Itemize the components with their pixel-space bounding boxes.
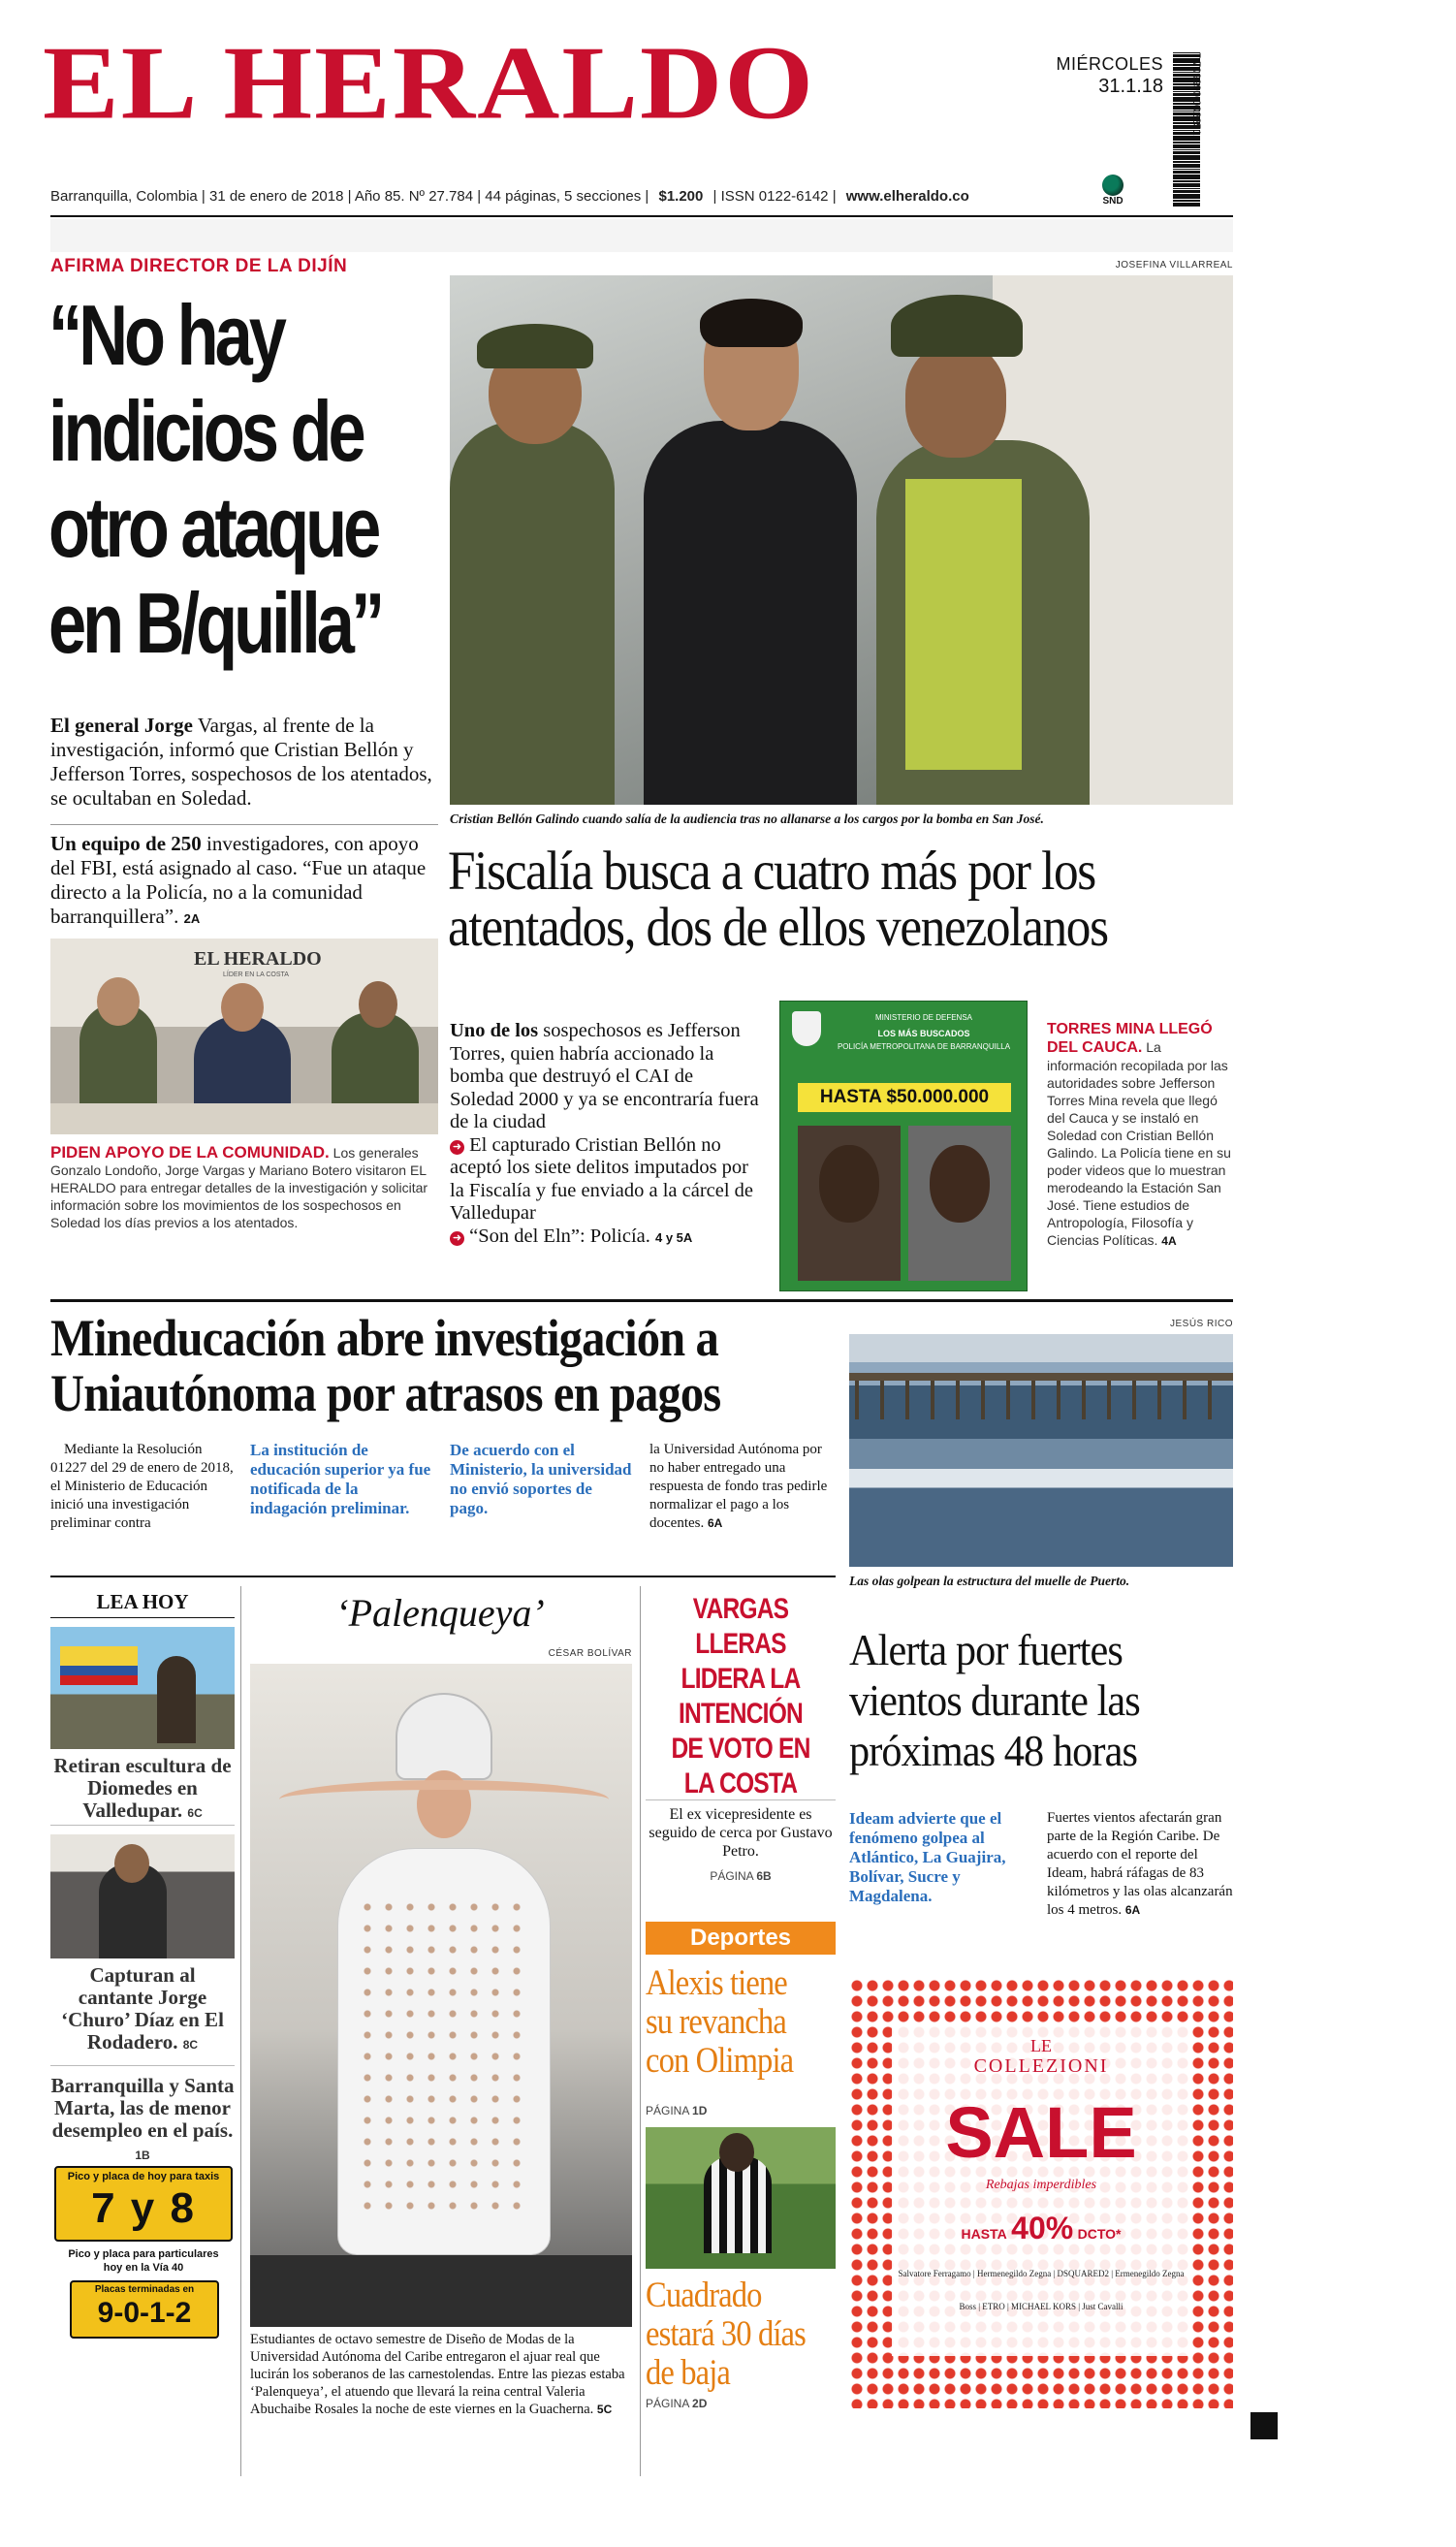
generals-caption xyxy=(50,1144,438,1231)
bullet-item[interactable] xyxy=(450,1226,762,1250)
page-label: PÁGINA xyxy=(710,1869,753,1883)
waves-caption: Las olas golpean la estructura del muelle de Puerto. xyxy=(849,1574,1130,1588)
page-ref: 1B xyxy=(135,2149,150,2162)
section-rule xyxy=(50,1576,836,1577)
generals-photo xyxy=(50,939,438,1134)
page-ref: 6C xyxy=(187,1806,203,1820)
pier-post xyxy=(931,1381,934,1419)
person-figure xyxy=(221,983,264,1032)
pier-post xyxy=(1107,1381,1111,1419)
pier xyxy=(849,1373,1233,1381)
lead-headline-line: en B/quilla” xyxy=(48,575,382,671)
officer-right-cap xyxy=(891,295,1023,357)
pier-post xyxy=(956,1381,960,1419)
edu-col3: De acuerdo con el Ministerio, la universidad no envió soportes de pago. xyxy=(450,1441,632,1517)
vargas-headline[interactable]: VARGAS LLERAS LIDERA LA INTENCIÓN DE VOTO EN LA COSTA xyxy=(671,1593,810,1799)
lead-para2 xyxy=(50,832,438,931)
leahoy-divider xyxy=(50,1825,235,1826)
page-ref[interactable]: 2A xyxy=(183,911,201,926)
pier-post xyxy=(855,1381,859,1419)
sidebar-text: La información recopilada por las autoridades sobre Jefferson Torres Mina revela que llegó del Cauca y se instaló en Soledad con Cristian Bellón Galindo. La Policía tiene en su poder videos que lo muestran merodeando la Estación San José. Tiene estudios de Antropología, Filosofía y Ciencias Políticas. xyxy=(1047,1039,1231,1248)
officer-right-vest xyxy=(905,479,1022,770)
pico-title: Pico y placa de hoy para taxis xyxy=(67,2171,220,2182)
dateline xyxy=(50,188,1097,205)
police-shield-icon xyxy=(792,1011,821,1046)
leahoy-item-text: Capturan al cantante Jorge ‘Churo’ Díaz en El Rodadero. xyxy=(61,1963,224,2054)
lead-headline2[interactable]: Fiscalía busca a cuatro más por los atentados, dos de ellos venezolanos xyxy=(448,841,1108,958)
statue xyxy=(157,1656,196,1743)
column-rule xyxy=(240,1586,241,2476)
sidebar-title: TORRES MINA LLEGÓ DEL CAUCA. xyxy=(1047,1021,1213,1056)
lead-headline[interactable] xyxy=(48,287,382,671)
suspect-photo xyxy=(908,1126,1011,1281)
lead-photo-credit: JOSEFINA VILLARREAL xyxy=(1115,260,1233,271)
snd-label: SND xyxy=(1102,196,1124,207)
lead-headline-line: indicios de xyxy=(48,383,363,479)
placas-box xyxy=(70,2280,219,2339)
poster-line: POLICÍA METROPOLITANA DE BARRANQUILLA xyxy=(837,1042,1011,1051)
page-ref[interactable]: 4A xyxy=(1161,1234,1177,1248)
officer-right-head xyxy=(905,343,1006,458)
snd-icon xyxy=(1102,175,1124,196)
sale-ad[interactable] xyxy=(849,1978,1233,2408)
ad-brands-row-2: Boss | ETRO | MICHAEL KORS | Just Cavalli xyxy=(959,2302,1124,2311)
edu-headline[interactable] xyxy=(50,1311,775,1421)
fiscalia-story xyxy=(450,1020,762,1249)
lead-para1-lead: El general Jorge xyxy=(50,714,193,737)
placas-title: Placas terminadas en xyxy=(94,2284,195,2295)
section-rule xyxy=(50,1299,1233,1302)
story-lead: Uno de los xyxy=(450,1020,539,1041)
ad-dcto: DCTO* xyxy=(1077,2226,1122,2242)
pier-post xyxy=(1132,1381,1136,1419)
photo-sign-sub: LÍDER EN LA COSTA xyxy=(223,971,289,978)
masthead-day: MIÉRCOLES xyxy=(1056,54,1163,74)
person-figure xyxy=(359,981,397,1028)
singer-head xyxy=(114,1844,149,1883)
wanted-poster xyxy=(779,1001,1028,1291)
page-label: PÁGINA xyxy=(646,2104,689,2117)
lead-para2-text: investigadores, con apoyo del FBI, está asignado al caso. “Fue un ataque directo a la Policía, no a la comunidad barranquillera”. xyxy=(50,832,427,928)
vargas-text: El ex vicepresidente es seguido de cerca por Gustavo Petro. xyxy=(649,1806,833,1860)
torres-sidebar xyxy=(1047,1020,1233,1250)
page-label: PÁGINA xyxy=(646,2397,689,2410)
leahoy-item-text: Barranquilla y Santa Marta, las de menor desempleo en el país. xyxy=(50,2074,235,2142)
poster-line: LOS MÁS BUSCADOS xyxy=(877,1029,970,1038)
deportes-page-1[interactable] xyxy=(646,2104,836,2117)
palenqueya-title: ‘Palenqueya’ xyxy=(335,1591,545,1635)
issn: | ISSN 0122-6142 | xyxy=(712,188,837,205)
gown-pattern xyxy=(357,1896,531,2216)
player-head xyxy=(719,2133,754,2172)
edu-col1: Mediante la Resolución 01227 del 29 de enero de 2018, el Ministerio de Educación inició una investigación preliminar contra xyxy=(50,1442,234,1531)
pier-post xyxy=(880,1381,884,1419)
arrow-icon: ➜ xyxy=(450,1140,464,1155)
deportes-headline-1[interactable]: Alexis tiene su revancha con Olimpia xyxy=(646,1963,794,2081)
vargas-page[interactable] xyxy=(646,1869,836,1883)
queen-arms xyxy=(279,1780,609,1819)
pier-post xyxy=(1031,1381,1035,1419)
deportes-photo[interactable] xyxy=(646,2127,836,2269)
suspect-photo xyxy=(798,1126,901,1281)
pier-post xyxy=(1157,1381,1161,1419)
arrow-icon: ➜ xyxy=(450,1231,464,1246)
ad-brand-2: COLLEZIONI xyxy=(973,2055,1109,2077)
page-ref: 2D xyxy=(692,2397,708,2410)
pier-post xyxy=(1057,1381,1060,1419)
lead-photo-caption: Cristian Bellón Galindo cuando salía de la audiencia tras no allanarse a los cargos por la bomba en San José. xyxy=(450,812,1044,826)
masthead-date: 31.1.18 xyxy=(1098,76,1163,97)
person-figure xyxy=(97,977,140,1026)
lead-headline-line: otro ataque xyxy=(48,479,378,575)
edu-col4-text: la Universidad Autónoma por no haber entregado una respuesta de fondo tras pedirle normalizar el pago a los docentes. xyxy=(649,1442,828,1531)
leahoy-photo-1[interactable] xyxy=(50,1627,235,1749)
pier-post xyxy=(1183,1381,1187,1419)
stage xyxy=(250,2255,632,2327)
alerta-text xyxy=(1047,1809,1233,1920)
page-ref[interactable]: 5C xyxy=(596,2403,613,2416)
leahoy-item-text: Retiran escultura de Diomedes en Valledupar. xyxy=(53,1754,232,1822)
leahoy-item-1[interactable] xyxy=(50,1755,235,1825)
lead-para1-text: Vargas, al frente de la investigación, informó que Cristian Bellón y Jefferson Torres, sospechosos de los atentados, se ocultaban en Soledad. xyxy=(50,714,432,810)
dateline-text: Barranquilla, Colombia | 31 de enero de 2018 | Año 85. Nº 27.784 | 44 páginas, 5 secciones | xyxy=(50,188,649,205)
leahoy-photo-2[interactable] xyxy=(50,1834,235,1958)
corner-marker xyxy=(1250,2412,1278,2439)
pier-post xyxy=(905,1381,909,1419)
pier-posts xyxy=(849,1381,1233,1419)
website-link[interactable]: www.elheraldo.co xyxy=(845,188,969,205)
barcode-digits: 7 709990 002251 xyxy=(1190,52,1202,136)
edu-col2: La institución de educación superior ya fue notificada de la indagación preliminar. xyxy=(250,1441,431,1517)
page-ref[interactable]: 6A xyxy=(1124,1903,1141,1917)
poster-reward: HASTA $50.000.000 xyxy=(798,1083,1011,1112)
waves-photo xyxy=(849,1334,1233,1567)
lead-para2-lead: Un equipo de 250 xyxy=(50,832,202,855)
edu-col4 xyxy=(649,1441,834,1533)
crown xyxy=(396,1693,492,1780)
leahoy-item-2[interactable] xyxy=(50,1964,235,2056)
lead-kicker: AFIRMA DIRECTOR DE LA DIJÍN xyxy=(50,256,348,276)
bullet-text: El capturado Cristian Bellón no aceptó los siete delitos imputados por la Fiscalía y fue enviado a la cárcel de Valledupar xyxy=(450,1133,754,1224)
photo-sign-text: EL HERALDO xyxy=(194,948,322,970)
lead-headline-line: “No hay xyxy=(48,287,283,383)
deportes-headline-2[interactable]: Cuadrado estará 30 días de baja xyxy=(646,2276,806,2393)
ad-sale: SALE xyxy=(945,2092,1137,2173)
palenqueya-photo xyxy=(250,1664,632,2327)
palenqueya-credit: CÉSAR BOLÍVAR xyxy=(548,1648,632,1659)
bullet-text: “Son del Eln”: Policía. xyxy=(469,1225,650,1247)
bullet-item[interactable] xyxy=(450,1134,762,1226)
leahoy-underline xyxy=(50,1617,235,1618)
poster-line: MINISTERIO DE DEFENSA xyxy=(874,1013,972,1022)
leahoy-item-3[interactable] xyxy=(50,2075,235,2167)
ad-discount xyxy=(849,2211,1233,2246)
placas-value: 9-0-1-2 xyxy=(97,2297,192,2329)
pico-placa-box xyxy=(54,2166,233,2242)
story-text: sospechosos es Jefferson Torres, quien habría accionado la bomba que destruyó el CAI de Soledad 2000 y ya se encontraría fuera de la ciudad xyxy=(450,1020,759,1132)
pier-post xyxy=(981,1381,985,1419)
suspect-hair xyxy=(700,299,803,347)
column-rule xyxy=(640,1586,641,2476)
page-ref: 8C xyxy=(182,2038,199,2052)
deportes-page-2[interactable] xyxy=(646,2397,836,2410)
page-ref[interactable]: 6A xyxy=(707,1516,723,1530)
page-ref: 1D xyxy=(692,2104,708,2117)
page-ref: 6B xyxy=(756,1869,772,1883)
masthead-shade xyxy=(50,219,1233,252)
lead-divider xyxy=(50,824,438,825)
pier-post xyxy=(1082,1381,1086,1419)
edu-headline-line: Mineducación abre investigación a xyxy=(50,1309,718,1367)
masthead-logo[interactable]: EL HERALDO xyxy=(43,24,816,142)
page-ref[interactable]: 4 y 5A xyxy=(655,1229,693,1245)
ad-upto: HASTA xyxy=(961,2226,1007,2242)
alerta-text-body: Fuertes vientos afectarán gran parte de la Región Caribe. De acuerdo con el reporte del Ideam, habrá ráfagas de 83 kilómetros y las olas alcanzarán los 4 metros. xyxy=(1047,1810,1233,1918)
deportes-label[interactable]: Deportes xyxy=(646,1922,836,1955)
ad-brands-row-1: Salvatore Ferragamo | Hermenegildo Zegna | DSQUARED2 | Ermenegildo Zegna xyxy=(898,2269,1185,2278)
suspect-body xyxy=(644,421,857,805)
masthead-rule xyxy=(50,215,1233,217)
leahoy-title: LEA HOY xyxy=(96,1590,189,1613)
ad-brand-1: LE xyxy=(1030,2036,1052,2055)
pico-caption: Pico y placa para particulares hoy en la Vía 40 xyxy=(68,2248,219,2274)
pier-post xyxy=(1006,1381,1010,1419)
caption-title: PIDEN APOYO DE LA COMUNIDAD. xyxy=(50,1143,330,1162)
price: $1.200 xyxy=(658,188,704,205)
ad-pct: 40% xyxy=(1011,2211,1074,2245)
ad-sub: Rebajas imperdibles xyxy=(985,2178,1097,2192)
lead-para1 xyxy=(50,714,438,811)
snd-logo xyxy=(1093,175,1132,217)
alerta-headline[interactable]: Alerta por fuertes vientos durante las próximas 48 horas xyxy=(849,1625,1140,1775)
table xyxy=(50,1103,438,1134)
leahoy-divider xyxy=(50,2065,235,2066)
lead-photo xyxy=(450,275,1233,805)
barcode xyxy=(1173,52,1227,207)
alerta-deck: Ideam advierte que el fenómeno golpea al Atlántico, La Guajira, Bolívar, Sucre y Magdalena. xyxy=(849,1809,1006,1905)
pier-post xyxy=(1208,1381,1212,1419)
edu-headline-line: Uniautónoma por atrasos en pagos xyxy=(50,1364,721,1422)
waves-credit: JESÚS RICO xyxy=(1169,1319,1233,1329)
caption-text: Los generales Gonzalo Londoño, Jorge Vargas y Mariano Botero visitaron EL HERALDO para entregar detalles de la investigación y solicitar información sobre los movimientos de los sospechosos en Soledad los días previos a los atentados. xyxy=(50,1145,428,1230)
officer-left-cap xyxy=(477,324,593,368)
officer-left xyxy=(450,421,615,805)
vargas-divider xyxy=(646,1799,836,1800)
palenqueya-caption xyxy=(250,2331,634,2418)
pico-value: 7 y 8 xyxy=(91,2184,196,2232)
palenqueya-caption-text: Estudiantes de octavo semestre de Diseño de Modas de la Universidad Autónoma del Caribe entregaron el ajuar real que lucirán los soberanos de las carnestolendas. Entre las piezas estaba ‘Palenqueya’, el atuendo que llevará la reina central Valeria Abuchaibe Rosales la noche de este viernes en la Guacherna. xyxy=(250,2332,625,2417)
flag xyxy=(60,1646,138,1685)
